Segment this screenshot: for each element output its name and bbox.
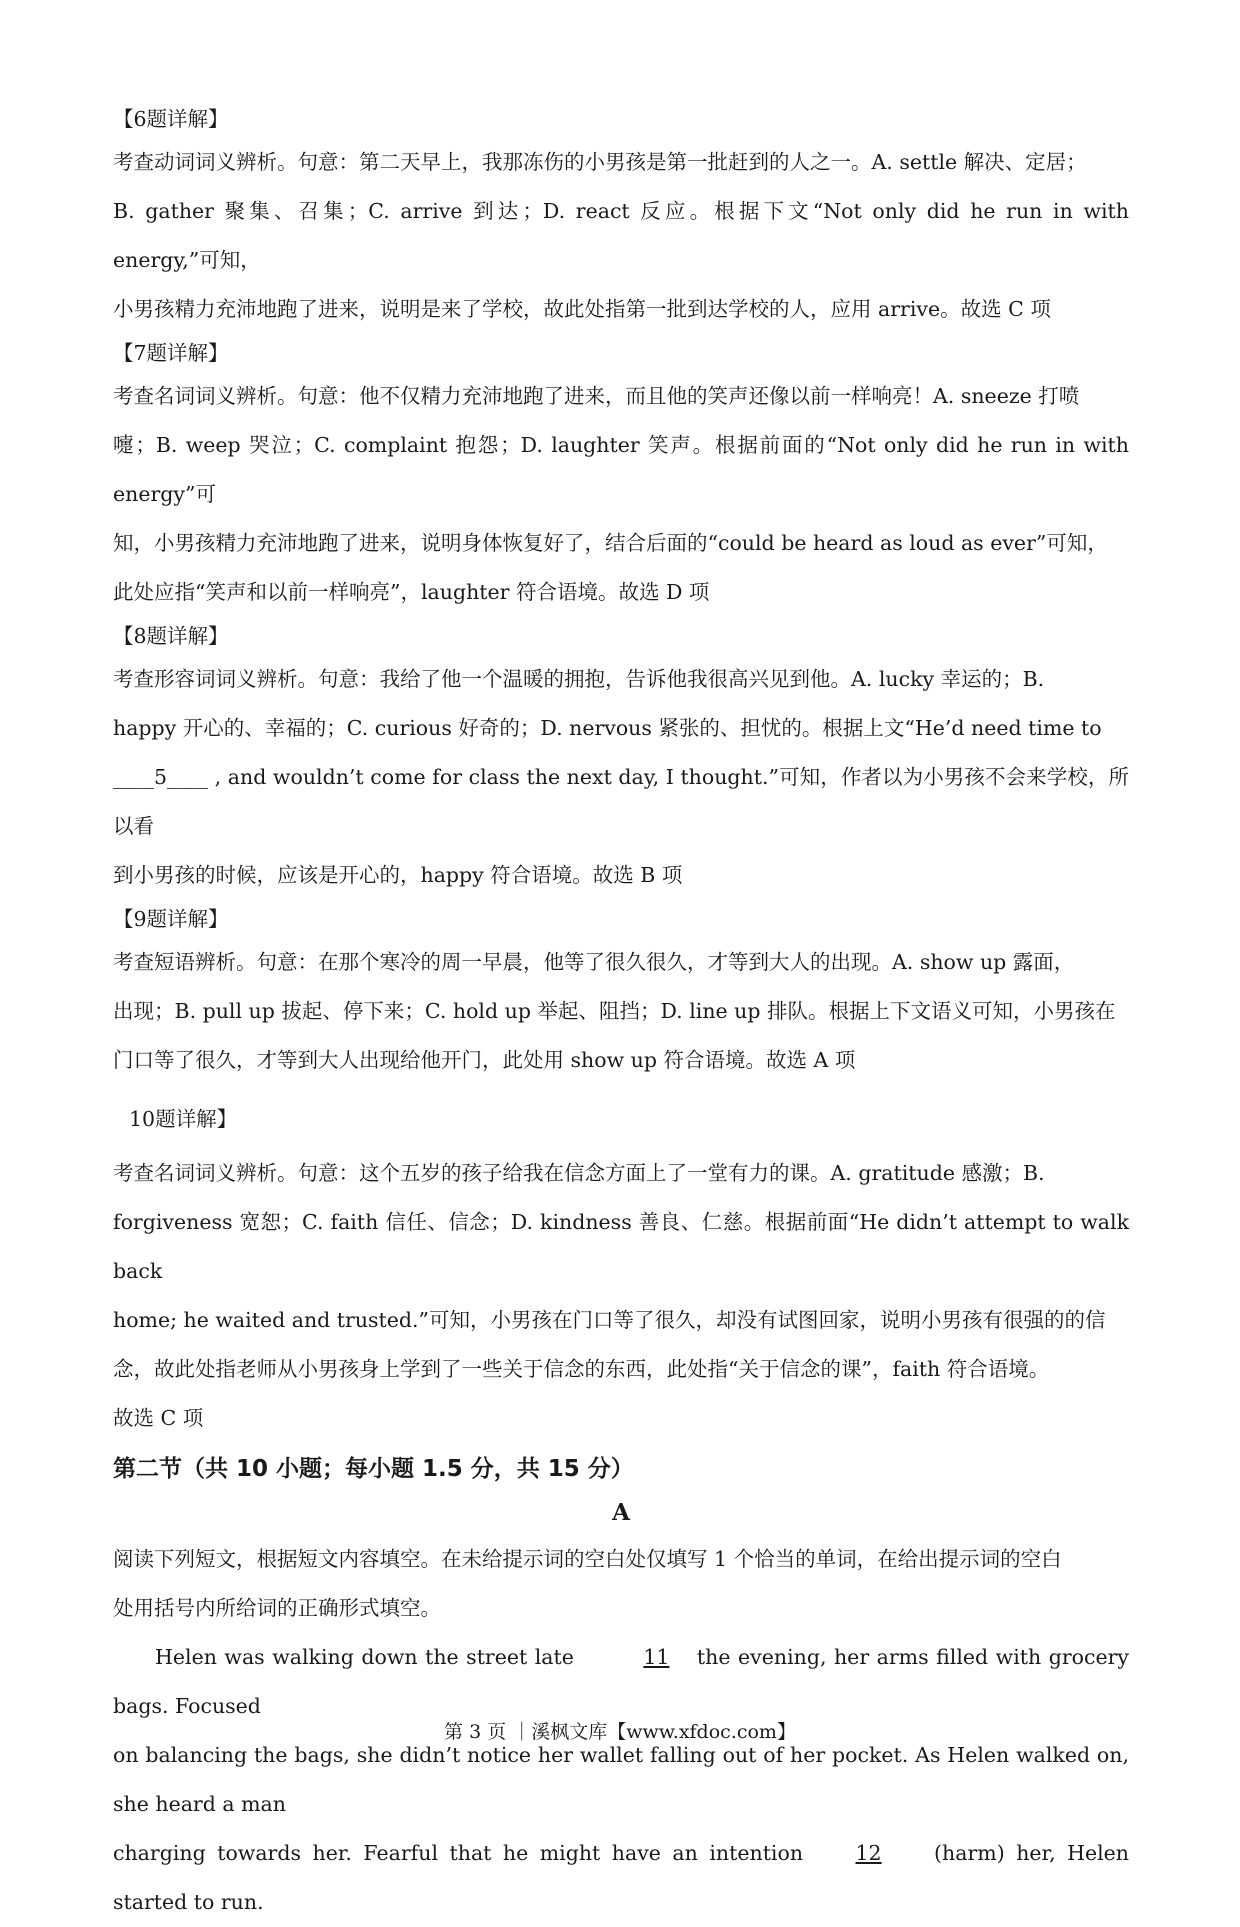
blank-12: 12 <box>855 1841 882 1865</box>
passage-line-3 <box>113 1829 1129 1927</box>
part-heading: A <box>612 1499 630 1526</box>
q10-line-1: 考查名词词义辨析。句意：这个五岁的孩子给我在信念方面上了一堂有力的课。A. gratitude 感激；B. <box>113 1161 1045 1185</box>
q6-line-3: 小男孩精力充沛地跑了进来，说明是来了学校，故此处指第一批到达学校的人，应用 arrive。故选 C 项 <box>113 297 1051 321</box>
q8-line-3 <box>113 753 1129 851</box>
q8-line-4: 到小男孩的时候，应该是开心的，happy 符合语境。故选 B 项 <box>113 863 683 887</box>
q7-heading: 【7题详解】 <box>113 341 229 365</box>
passage-line-1 <box>113 1633 1129 1731</box>
q7-line-2: 嚏；B. weep 哭泣；C. complaint 抱怨；D. laughter 笑声。根据前面的“Not only did he run in with energy”可 <box>113 433 1129 506</box>
q10-line-5: 故选 C 项 <box>113 1406 204 1430</box>
q10-line-4: 念，故此处指老师从小男孩身上学到了一些关于信念的东西，此处指“关于信念的课”，faith 符合语境。 <box>113 1357 1050 1381</box>
q6-heading: 【6题详解】 <box>113 107 229 131</box>
q10-line-3: home; he waited and trusted.”可知，小男孩在门口等了很久，却没有试图回家，说明小男孩有很强的的信 <box>113 1308 1106 1332</box>
q6-line-2: B. gather 聚集、召集；C. arrive 到达；D. react 反应。根据下文“Not only did he run in with energy,”可知， <box>113 199 1129 272</box>
q10-heading: 10题详解】 <box>129 1107 238 1131</box>
q9-line-1: 考查短语辨析。句意：在那个寒冷的周一早晨，他等了很久很久，才等到大人的出现。A. show up 露面， <box>113 950 1075 974</box>
q9-line-2: 出现；B. pull up 拔起、停下来；C. hold up 举起、阻挡；D. line up 排队。根据上下文语义可知，小男孩在 <box>113 999 1116 1023</box>
q8-heading: 【8题详解】 <box>113 624 229 648</box>
blank-5: ____5____ <box>113 765 209 789</box>
q9-heading: 【9题详解】 <box>113 907 229 931</box>
passage-text: (harm) her, Helen started to run. <box>113 1841 1129 1914</box>
passage-text: Helen was walking down the street late <box>155 1645 582 1669</box>
q6-line-1: 考查动词词义辨析。句意：第二天早上，我那冻伤的小男孩是第一批赶到的人之一。A. settle 解决、定居； <box>113 150 1087 174</box>
passage-text: the evening, her arms filled with grocery bags. Focused <box>113 1645 1129 1718</box>
q7-line-1: 考查名词词义辨析。句意：他不仅精力充沛地跑了进来，而且他的笑声还像以前一样响亮！A. sneeze 打喷 <box>113 384 1080 408</box>
instruction-line-2: 处用括号内所给词的正确形式填空。 <box>113 1596 441 1620</box>
q8-line-2: happy 开心的、幸福的；C. curious 好奇的；D. nervous 紧张的、担忧的。根据上文“He’d need time to <box>113 716 1102 740</box>
q9-line-3: 门口等了很久，才等到大人出现给他开门，此处用 show up 符合语境。故选 A 项 <box>113 1048 856 1072</box>
q8-line-1: 考查形容词词义辨析。句意：我给了他一个温暖的拥抱，告诉他我很高兴见到他。A. lucky 幸运的；B. <box>113 667 1045 691</box>
q7-line-3: 知，小男孩精力充沛地跑了进来，说明身体恢复好了，结合后面的“could be heard as loud as ever”可知， <box>113 531 1108 555</box>
q8-line-3-text: , and wouldn’t come for class the next day, I thought.”可知，作者以为小男孩不会来学校，所以看 <box>113 765 1129 838</box>
instruction-line-1: 阅读下列短文，根据短文内容填空。在未给提示词的空白处仅填写 1 个恰当的单词，在给出提示词的空白 <box>113 1547 1062 1571</box>
page-footer: 第 3 页 ｜溪枫文库【www.xfdoc.com】 <box>444 1721 796 1743</box>
section-title: 第二节（共 10 小题；每小题 1.5 分，共 15 分） <box>113 1456 634 1482</box>
q10-line-2: forgiveness 宽恕；C. faith 信任、信念；D. kindness 善良、仁慈。根据前面“He didn’t attempt to walk back <box>113 1210 1129 1283</box>
blank-11: 11 <box>643 1645 670 1669</box>
q7-line-4: 此处应指“笑声和以前一样响亮”，laughter 符合语境。故选 D 项 <box>113 580 710 604</box>
passage-line-2: on balancing the bags, she didn’t notice her wallet falling out of her pocket. As Helen walked on, she heard a man <box>113 1743 1129 1816</box>
document-page <box>113 100 1129 1927</box>
passage-text: charging towards her. Fearful that he might have an intention <box>113 1841 815 1865</box>
